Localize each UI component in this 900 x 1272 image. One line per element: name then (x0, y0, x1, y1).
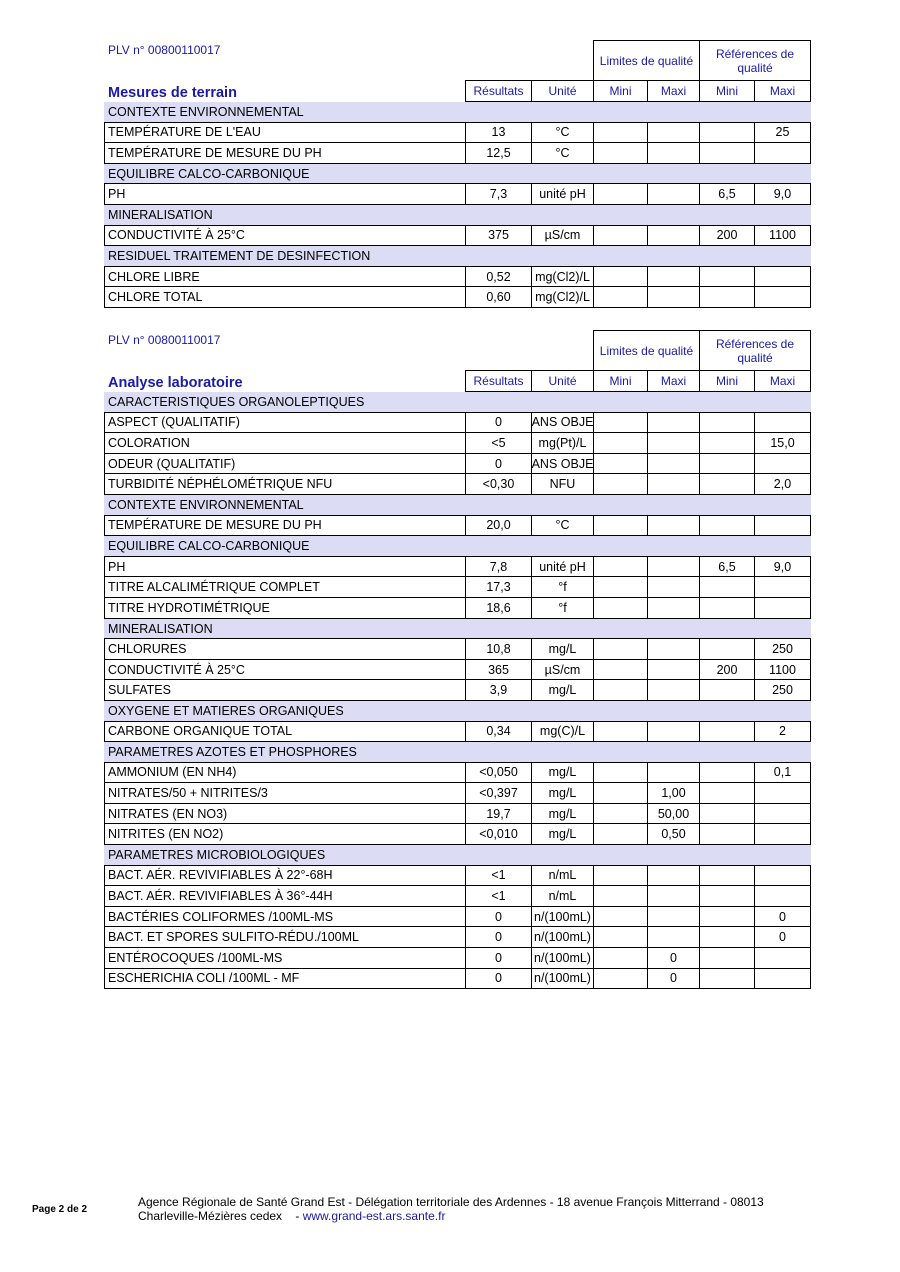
category-row: OXYGENE ET MATIERES ORGANIQUES (104, 701, 811, 722)
cell-limit-max (647, 453, 700, 475)
cell-limit-min (593, 782, 648, 804)
cell-unit: mg(Cl2)/L (531, 286, 594, 308)
cell-limit-max (647, 183, 700, 205)
col-ref-min: Mini (699, 80, 755, 102)
cell-limit-min (593, 286, 648, 308)
cell-ref-min (699, 453, 755, 475)
cell-ref-min (699, 823, 755, 845)
cell-unit: n/(100mL) (531, 906, 594, 928)
cell-limit-min (593, 762, 648, 784)
cell-ref-min (699, 122, 755, 144)
cell-parameter: BACT. AÉR. REVIVIFIABLES À 22°-68H (104, 865, 466, 887)
cell-ref-max: 0 (754, 926, 811, 948)
cell-parameter: PH (104, 556, 466, 578)
col-ref-min: Mini (699, 370, 755, 392)
cell-ref-min (699, 865, 755, 887)
table-body (104, 102, 811, 308)
cell-ref-min (699, 679, 755, 701)
cell-ref-max (754, 947, 811, 969)
table-row (104, 123, 811, 144)
footer-line-1: Agence Régionale de Santé Grand Est - Délégation territoriale des Ardennes - 18 avenue François Mitterrand - 08013 (138, 1195, 764, 1209)
cell-limit-max (647, 473, 700, 495)
cell-parameter: AMMONIUM (EN NH4) (104, 762, 466, 784)
cell-result: 0 (465, 412, 532, 434)
cell-result: <0,30 (465, 473, 532, 495)
table-row (104, 927, 811, 948)
cell-ref-max: 15,0 (754, 432, 811, 454)
cell-limit-max (647, 556, 700, 578)
category-row: PARAMETRES AZOTES ET PHOSPHORES (104, 742, 811, 763)
cell-result: 375 (465, 225, 532, 247)
cell-ref-min (699, 576, 755, 598)
cell-result: 18,6 (465, 597, 532, 619)
cell-ref-max: 2 (754, 721, 811, 743)
cell-limit-min (593, 803, 648, 825)
cell-ref-min: 6,5 (699, 556, 755, 578)
cell-limit-max (647, 885, 700, 907)
cell-result: 0,60 (465, 286, 532, 308)
table-body (104, 392, 811, 989)
cell-ref-max (754, 803, 811, 825)
table-row (104, 557, 811, 578)
cell-unit: ANS OBJE (531, 412, 594, 434)
cell-parameter: CONDUCTIVITÉ À 25°C (104, 225, 466, 247)
cell-limit-max (647, 225, 700, 247)
cell-limit-min (593, 597, 648, 619)
cell-parameter: CHLORE TOTAL (104, 286, 466, 308)
cell-limit-max: 0,50 (647, 823, 700, 845)
cell-limit-min (593, 556, 648, 578)
cell-result: 20,0 (465, 515, 532, 537)
cell-limit-min (593, 576, 648, 598)
cell-limit-min (593, 906, 648, 928)
cell-ref-max (754, 968, 811, 990)
cell-ref-max (754, 782, 811, 804)
table-row (104, 516, 811, 537)
cell-ref-max (754, 453, 811, 475)
cell-limit-max (647, 412, 700, 434)
cell-parameter: TEMPÉRATURE DE MESURE DU PH (104, 515, 466, 537)
cell-unit: °C (531, 515, 594, 537)
cell-ref-max: 2,0 (754, 473, 811, 495)
cell-unit: mg(C)/L (531, 721, 594, 743)
cell-ref-min (699, 412, 755, 434)
cell-result: 365 (465, 659, 532, 681)
table-row (104, 639, 811, 660)
cell-unit: mg/L (531, 679, 594, 701)
cell-limit-min (593, 926, 648, 948)
cell-ref-min (699, 926, 755, 948)
cell-unit: mg/L (531, 638, 594, 660)
cell-unit: °C (531, 142, 594, 164)
cell-parameter: NITRATES/50 + NITRITES/3 (104, 782, 466, 804)
table-row (104, 886, 811, 907)
cell-result: 13 (465, 122, 532, 144)
cell-parameter: BACTÉRIES COLIFORMES /100ML-MS (104, 906, 466, 928)
cell-result: 0,34 (465, 721, 532, 743)
cell-unit: mg/L (531, 803, 594, 825)
cell-unit: n/(100mL) (531, 947, 594, 969)
table-row (104, 866, 811, 887)
table-row (104, 454, 811, 475)
col-unit: Unité (531, 80, 594, 102)
category-row: MINERALISATION (104, 619, 811, 640)
cell-parameter: NITRITES (EN NO2) (104, 823, 466, 845)
col-limit-min: Mini (593, 80, 648, 102)
cell-ref-min (699, 721, 755, 743)
table-row (104, 433, 811, 454)
cell-limit-max (647, 576, 700, 598)
cell-result: 12,5 (465, 142, 532, 164)
cell-limit-min (593, 432, 648, 454)
cell-limit-min (593, 865, 648, 887)
cell-limit-min (593, 122, 648, 144)
cell-limit-max (647, 926, 700, 948)
cell-result: 7,3 (465, 183, 532, 205)
cell-ref-min (699, 762, 755, 784)
cell-unit: mg(Cl2)/L (531, 266, 594, 288)
cell-ref-max (754, 286, 811, 308)
cell-ref-min (699, 906, 755, 928)
cell-result: <0,397 (465, 782, 532, 804)
category-row: MINERALISATION (104, 205, 811, 226)
table-row (104, 143, 811, 164)
cell-result: <5 (465, 432, 532, 454)
cell-parameter: ODEUR (QUALITATIF) (104, 453, 466, 475)
cell-limit-max (647, 122, 700, 144)
col-results: Résultats (465, 370, 532, 392)
cell-unit: unité pH (531, 183, 594, 205)
cell-limit-min (593, 515, 648, 537)
cell-result: 7,8 (465, 556, 532, 578)
cell-ref-min (699, 266, 755, 288)
cell-limit-max (647, 266, 700, 288)
category-row: CONTEXTE ENVIRONNEMENTAL (104, 495, 811, 516)
cell-parameter: NITRATES (EN NO3) (104, 803, 466, 825)
table-header (104, 370, 811, 392)
col-limit-max: Maxi (647, 80, 700, 102)
cell-ref-min (699, 286, 755, 308)
cell-ref-max: 1100 (754, 225, 811, 247)
cell-result: 17,3 (465, 576, 532, 598)
cell-unit: mg/L (531, 823, 594, 845)
table-row (104, 577, 811, 598)
cell-ref-min (699, 885, 755, 907)
category-row: EQUILIBRE CALCO-CARBONIQUE (104, 536, 811, 557)
cell-ref-max: 250 (754, 638, 811, 660)
cell-result: 3,9 (465, 679, 532, 701)
cell-ref-min: 6,5 (699, 183, 755, 205)
cell-limit-min (593, 968, 648, 990)
category-row: RESIDUEL TRAITEMENT DE DESINFECTION (104, 246, 811, 267)
col-results: Résultats (465, 80, 532, 102)
cell-limit-min (593, 473, 648, 495)
footer-line-2 (138, 1209, 764, 1223)
col-limit-min: Mini (593, 370, 648, 392)
cell-limit-min (593, 225, 648, 247)
cell-ref-max (754, 823, 811, 845)
cell-parameter: CHLORURES (104, 638, 466, 660)
cell-parameter: SULFATES (104, 679, 466, 701)
section-title: Mesures de terrain (108, 85, 237, 101)
cell-limit-max (647, 515, 700, 537)
cell-unit: n/(100mL) (531, 968, 594, 990)
col-ref-max: Maxi (754, 370, 811, 392)
quality-limits-header: Limites de qualité (593, 330, 700, 371)
cell-limit-min (593, 266, 648, 288)
category-row: PARAMETRES MICROBIOLOGIQUES (104, 845, 811, 866)
cell-parameter: CHLORE LIBRE (104, 266, 466, 288)
cell-ref-min (699, 638, 755, 660)
cell-limit-max (647, 721, 700, 743)
cell-limit-min (593, 412, 648, 434)
plv-number: PLV n° 00800110017 (108, 333, 221, 347)
cell-ref-max: 9,0 (754, 556, 811, 578)
cell-ref-min (699, 142, 755, 164)
cell-limit-max: 1,00 (647, 782, 700, 804)
cell-result: 0 (465, 968, 532, 990)
table-row (104, 226, 811, 247)
cell-limit-max: 50,00 (647, 803, 700, 825)
cell-parameter: PH (104, 183, 466, 205)
cell-ref-max (754, 142, 811, 164)
cell-parameter: BACT. AÉR. REVIVIFIABLES À 36°-44H (104, 885, 466, 907)
quality-references-header: Références de qualité (699, 40, 811, 81)
cell-parameter: BACT. ET SPORES SULFITO-RÉDU./100ML (104, 926, 466, 948)
cell-parameter: TEMPÉRATURE DE MESURE DU PH (104, 142, 466, 164)
cell-parameter: CARBONE ORGANIQUE TOTAL (104, 721, 466, 743)
cell-limit-min (593, 659, 648, 681)
cell-unit: °C (531, 122, 594, 144)
cell-ref-max (754, 412, 811, 434)
cell-parameter: TURBIDITÉ NÉPHÉLOMÉTRIQUE NFU (104, 473, 466, 495)
cell-ref-min: 200 (699, 225, 755, 247)
cell-ref-max: 0,1 (754, 762, 811, 784)
cell-parameter: CONDUCTIVITÉ À 25°C (104, 659, 466, 681)
cell-limit-max (647, 638, 700, 660)
cell-ref-min (699, 782, 755, 804)
cell-limit-max (647, 679, 700, 701)
table-row (104, 907, 811, 928)
cell-limit-min (593, 638, 648, 660)
table-row (104, 474, 811, 495)
cell-ref-max: 9,0 (754, 183, 811, 205)
cell-unit: mg/L (531, 782, 594, 804)
cell-parameter: COLORATION (104, 432, 466, 454)
cell-unit: n/(100mL) (531, 926, 594, 948)
cell-unit: unité pH (531, 556, 594, 578)
plv-number: PLV n° 00800110017 (108, 43, 221, 57)
cell-unit: NFU (531, 473, 594, 495)
table-row (104, 783, 811, 804)
cell-ref-min (699, 947, 755, 969)
table-row (104, 722, 811, 743)
cell-result: <0,050 (465, 762, 532, 784)
cell-ref-min (699, 432, 755, 454)
cell-limit-max (647, 906, 700, 928)
cell-result: <0,010 (465, 823, 532, 845)
col-unit: Unité (531, 370, 594, 392)
table-row (104, 824, 811, 845)
website-link[interactable]: www.grand-est.ars.sante.fr (302, 1209, 446, 1223)
cell-limit-min (593, 885, 648, 907)
cell-ref-max (754, 865, 811, 887)
cell-limit-min (593, 183, 648, 205)
cell-limit-max (647, 286, 700, 308)
cell-unit: n/mL (531, 865, 594, 887)
cell-limit-max (647, 597, 700, 619)
table-row (104, 267, 811, 288)
cell-result: <1 (465, 865, 532, 887)
cell-result: 0,52 (465, 266, 532, 288)
cell-unit: °f (531, 576, 594, 598)
cell-ref-max (754, 885, 811, 907)
cell-ref-min (699, 968, 755, 990)
footer-line-2-text: Charleville-Mézières cedex - (138, 1209, 303, 1223)
cell-result: 19,7 (465, 803, 532, 825)
quality-references-header: Références de qualité (699, 330, 811, 371)
cell-ref-max (754, 266, 811, 288)
cell-parameter: ESCHERICHIA COLI /100ML - MF (104, 968, 466, 990)
table-row (104, 680, 811, 701)
cell-ref-max (754, 576, 811, 598)
cell-ref-min (699, 473, 755, 495)
cell-limit-max (647, 762, 700, 784)
page-number: Page 2 de 2 (32, 1204, 88, 1215)
cell-ref-min: 200 (699, 659, 755, 681)
cell-ref-max: 1100 (754, 659, 811, 681)
table-row (104, 287, 811, 308)
table-row (104, 969, 811, 990)
cell-result: 0 (465, 453, 532, 475)
cell-limit-max (647, 865, 700, 887)
cell-limit-min (593, 453, 648, 475)
cell-ref-max: 25 (754, 122, 811, 144)
cell-ref-min (699, 803, 755, 825)
cell-result: 10,8 (465, 638, 532, 660)
cell-parameter: TITRE ALCALIMÉTRIQUE COMPLET (104, 576, 466, 598)
cell-unit: mg(Pt)/L (531, 432, 594, 454)
cell-parameter: ENTÉROCOQUES /100ML-MS (104, 947, 466, 969)
quality-limits-header: Limites de qualité (593, 40, 700, 81)
table-header (104, 80, 811, 102)
footer-address (138, 1195, 764, 1223)
cell-unit: µS/cm (531, 659, 594, 681)
cell-ref-min (699, 515, 755, 537)
table-row (104, 413, 811, 434)
section-title: Analyse laboratoire (108, 375, 243, 391)
category-row: EQUILIBRE CALCO-CARBONIQUE (104, 164, 811, 185)
cell-result: 0 (465, 926, 532, 948)
cell-limit-min (593, 947, 648, 969)
table-row (104, 763, 811, 784)
cell-limit-max: 0 (647, 968, 700, 990)
table-row (104, 660, 811, 681)
cell-limit-min (593, 721, 648, 743)
category-row: CARACTERISTIQUES ORGANOLEPTIQUES (104, 392, 811, 413)
cell-unit: ANS OBJE (531, 453, 594, 475)
cell-unit: µS/cm (531, 225, 594, 247)
col-limit-max: Maxi (647, 370, 700, 392)
table-row (104, 184, 811, 205)
cell-ref-min (699, 597, 755, 619)
cell-result: 0 (465, 906, 532, 928)
cell-limit-max: 0 (647, 947, 700, 969)
cell-result: 0 (465, 947, 532, 969)
category-row: CONTEXTE ENVIRONNEMENTAL (104, 102, 811, 123)
cell-result: <1 (465, 885, 532, 907)
cell-ref-max: 250 (754, 679, 811, 701)
cell-limit-min (593, 679, 648, 701)
cell-ref-max: 0 (754, 906, 811, 928)
cell-limit-max (647, 142, 700, 164)
cell-parameter: TEMPÉRATURE DE L'EAU (104, 122, 466, 144)
table-row (104, 948, 811, 969)
cell-unit: °f (531, 597, 594, 619)
cell-unit: mg/L (531, 762, 594, 784)
col-ref-max: Maxi (754, 80, 811, 102)
table-row (104, 804, 811, 825)
table-row (104, 598, 811, 619)
cell-limit-min (593, 823, 648, 845)
cell-limit-min (593, 142, 648, 164)
cell-unit: n/mL (531, 885, 594, 907)
cell-ref-max (754, 515, 811, 537)
cell-parameter: ASPECT (QUALITATIF) (104, 412, 466, 434)
cell-parameter: TITRE HYDROTIMÉTRIQUE (104, 597, 466, 619)
cell-ref-max (754, 597, 811, 619)
cell-limit-max (647, 432, 700, 454)
cell-limit-max (647, 659, 700, 681)
